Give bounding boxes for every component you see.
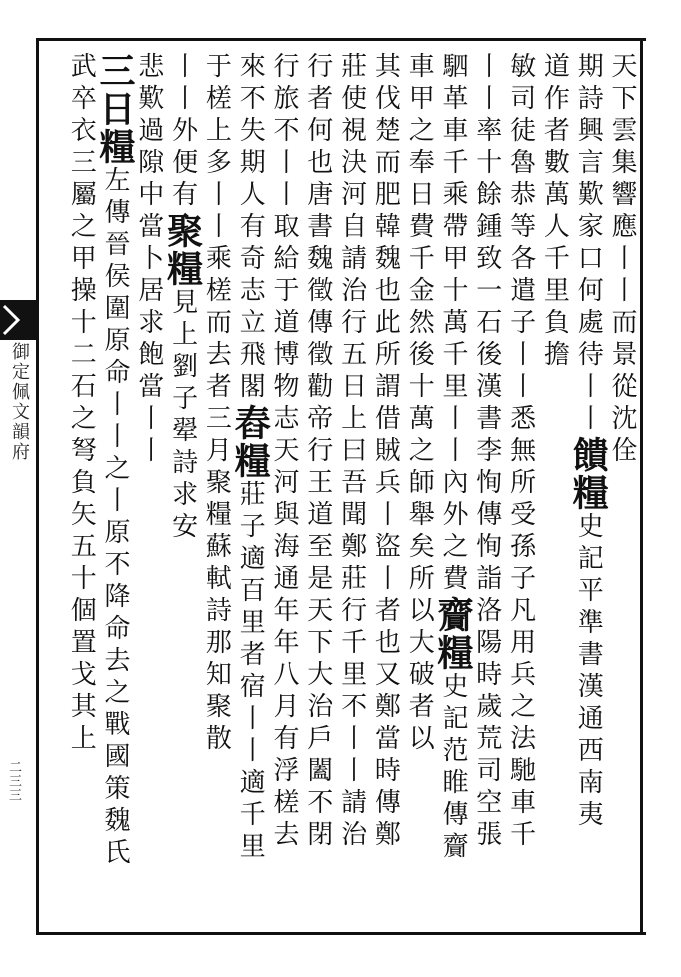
column-text: 莊子適百里者宿丨丨適千里 <box>235 480 266 864</box>
column-text: 見上劉子翚詩求安 <box>167 288 198 544</box>
column-text: 期詩興言歎家口何處待丨丨 <box>573 52 604 436</box>
column-text: 于槎上多丨丨乘槎而去 <box>201 52 232 372</box>
column-text: 史記范睢傳齎 <box>438 672 468 864</box>
column-text: 當卜居求飽當丨丨 <box>133 212 164 468</box>
column-text: 敏司徒魯恭等各遣子丨丨悉無所受孫子凡用兵之法馳車千 <box>505 52 536 852</box>
entry-heading: 舂糧 <box>229 404 272 480</box>
column-text: 所以大破者以 <box>404 564 435 756</box>
column-text: 駟革車千乘帶甲十萬千里丨丨內外之費 <box>438 52 468 596</box>
column-text: 莊使視決河自請治行五日上曰吾聞鄭莊行千里不丨丨請治 <box>336 52 367 852</box>
entry-heading: 饋糧 <box>567 436 610 512</box>
column-text: 行者何也唐書魏徵傳徵勸帝行王道至是天下大治戶闔不閉 <box>302 52 333 852</box>
column-text: 道作者數萬人千里負擔 <box>539 52 570 372</box>
column-text: 行旅不丨丨取給于道博物志天河與海通年年八月有浮槎去 <box>269 52 299 852</box>
page-number: 二三三 <box>6 760 21 802</box>
entry-heading: 三日糧 <box>94 52 136 166</box>
column-text: 丨丨外便有 <box>167 52 198 212</box>
entry-heading: 聚糧 <box>161 212 204 288</box>
column-text: 史記平準書漢通西南夷 <box>573 512 604 832</box>
column-text: 丨丨率十餘鍾致一石後漢書李恂傳恂詣洛陽時歲荒司空張 <box>471 52 502 852</box>
column-text: 左傳晉侯圍原命丨丨之丨原不降命去之戰國策魏氏 <box>100 166 130 870</box>
margin-book-title: 御定佩文韻府 <box>9 342 30 462</box>
column-text: 天下雲集響應丨丨而景從沈佺 <box>607 52 637 468</box>
top-border <box>36 38 646 41</box>
column-text: 悲歎過隙中 <box>133 52 164 212</box>
column-text: 來不失期人有奇志立飛閣 <box>235 52 266 404</box>
entry-heading: 齎糧 <box>432 596 474 672</box>
column-text: 其伐楚而肥韓魏也此所謂借賊兵丨盜丨者也又鄭當時傳鄭 <box>370 52 401 852</box>
column-text: 車甲之奉日費千金然後十萬之師舉矣 <box>404 52 435 564</box>
column-text: 者三月聚糧蘇軾詩那知聚散 <box>201 372 232 756</box>
fishtail-mark <box>0 300 36 340</box>
left-border <box>36 38 39 935</box>
text-column <box>59 52 103 927</box>
column-text: 武卒衣三屬之甲操十二石之弩負矢五十個置戈其上 <box>66 52 97 756</box>
bottom-border <box>36 932 646 935</box>
